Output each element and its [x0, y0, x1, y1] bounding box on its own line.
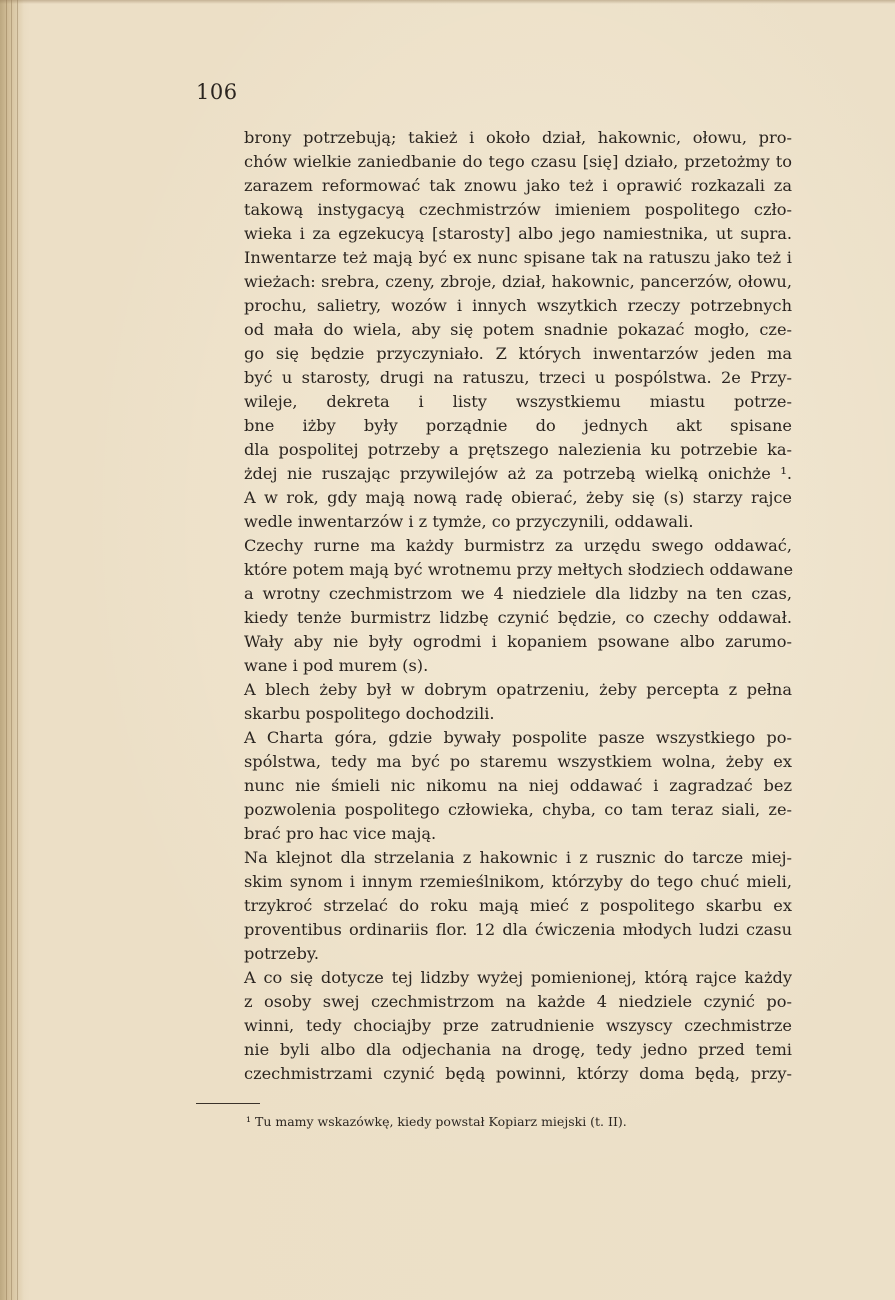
page-number: 106 [196, 80, 238, 104]
text-line: zarazem reformować tak znowu jako też i oprawić rozkazali za [244, 176, 792, 195]
text-line: wedle inwentarzów i z tymże, co przyczynili, oddawali. [244, 512, 694, 531]
footnote-rule [196, 1103, 260, 1104]
text-line: winni, tedy chociajby prze zatrudnienie wszyscy czechmistrze [244, 1016, 792, 1035]
text-line: brony potrzebują; takież i około dział, hakownic, ołowu, pro- [244, 128, 792, 147]
text-line: wieżach: srebra, czeny, zbroje, dział, hakownic, pancerzów, ołowu, [244, 272, 792, 291]
text-line: Na klejnot dla strzelania z hakownic i z rusznic do tarcze miej- [244, 848, 792, 867]
text-line: A Charta góra, gdzie bywały pospolite pasze wszystkiego po- [244, 728, 792, 747]
page-top-edge [0, 0, 895, 4]
text-line: pozwolenia pospolitego człowieka, chyba, co tam teraz siali, ze- [244, 800, 792, 819]
text-line: skim synom i innym rzemieślnikom, którzyby do tego chuć mieli, [244, 872, 792, 891]
binding-line [11, 0, 12, 1300]
text-line: brać pro hac vice mają. [244, 824, 437, 843]
text-line: być u starosty, drugi na ratuszu, trzeci u pospólstwa. 2e Przy- [244, 368, 792, 387]
text-line: prochu, salietry, wozów i innych wszytkich rzeczy potrzebnych [244, 296, 792, 315]
page-binding-shadow [0, 0, 24, 1300]
text-line: nie byli albo dla odjechania na drogę, tedy jedno przed temi [244, 1040, 792, 1059]
text-line: które potem mają być wrotnemu przy mełtych słodziech oddawane [244, 560, 794, 579]
text-line: wileje, dekreta i listy wszystkiemu miastu potrze- [244, 392, 792, 411]
text-line: chów wielkie zaniedbanie do tego czasu [się] działo, przetożmy to [244, 152, 792, 171]
text-line: czechmistrzami czynić będą powinni, którzy doma będą, przy- [244, 1064, 792, 1083]
text-line: od mała do wiela, aby się potem snadnie pokazać mogło, cze- [244, 320, 792, 339]
text-line: z osoby swej czechmistrzom na każde 4 niedziele czynić po- [244, 992, 792, 1011]
text-line: żdej nie ruszając przywilejów aż za potrzebą wielką onichże ¹. [244, 464, 792, 483]
text-line: A blech żeby był w dobrym opatrzeniu, żeby percepta z pełna [244, 680, 792, 699]
body-text [244, 126, 792, 1086]
text-line: wieka i za egzekucyą [starosty] albo jego namiestnika, ut supra. [244, 224, 792, 243]
text-line: Wały aby nie były ogrodmi i kopaniem psowane albo zarumo- [244, 632, 792, 651]
text-line: a wrotny czechmistrzom we 4 niedziele dla lidzby na ten czas, [244, 584, 792, 603]
text-line: nunc nie śmieli nic nikomu na niej oddawać i zagradzać bez [244, 776, 792, 795]
text-line: takową instygacyą czechmistrzów imieniem pospolitego czło- [244, 200, 792, 219]
binding-line [6, 0, 7, 1300]
text-line: trzykroć strzelać do roku mają mieć z pospolitego skarbu ex [244, 896, 792, 915]
text-line: dla pospolitej potrzeby a prętszego nalezienia ku potrzebie ka- [244, 440, 792, 459]
text-line: Inwentarze też mają być ex nunc spisane tak na ratuszu jako też i [244, 248, 792, 267]
footnote: ¹ Tu mamy wskazówkę, kiedy powstał Kopiarz miejski (t. II). [246, 1114, 627, 1129]
text-line: A co się dotycze tej lidzby wyżej pomienionej, którą rajce każdy [244, 968, 792, 987]
text-line: skarbu pospolitego dochodzili. [244, 704, 495, 723]
text-line: potrzeby. [244, 944, 319, 963]
text-line: wane i pod murem (s). [244, 656, 429, 675]
text-line: spólstwa, tedy ma być po staremu wszystkiem wolna, żeby ex [244, 752, 792, 771]
text-line: go się będzie przyczyniało. Z których inwentarzów jeden ma [244, 344, 792, 363]
text-line: bne iżby były porządnie do jednych akt spisane [244, 416, 792, 435]
text-line: kiedy tenże burmistrz lidzbę czynić będzie, co czechy oddawał. [244, 608, 792, 627]
text-line: Czechy rurne ma każdy burmistrz za urzędu swego oddawać, [244, 536, 792, 555]
text-line: A w rok, gdy mają nową radę obierać, żeby się (s) starzy rajce [244, 488, 792, 507]
binding-line [17, 0, 18, 1300]
text-line: proventibus ordinariis flor. 12 dla ćwiczenia młodych ludzi czasu [244, 920, 792, 939]
